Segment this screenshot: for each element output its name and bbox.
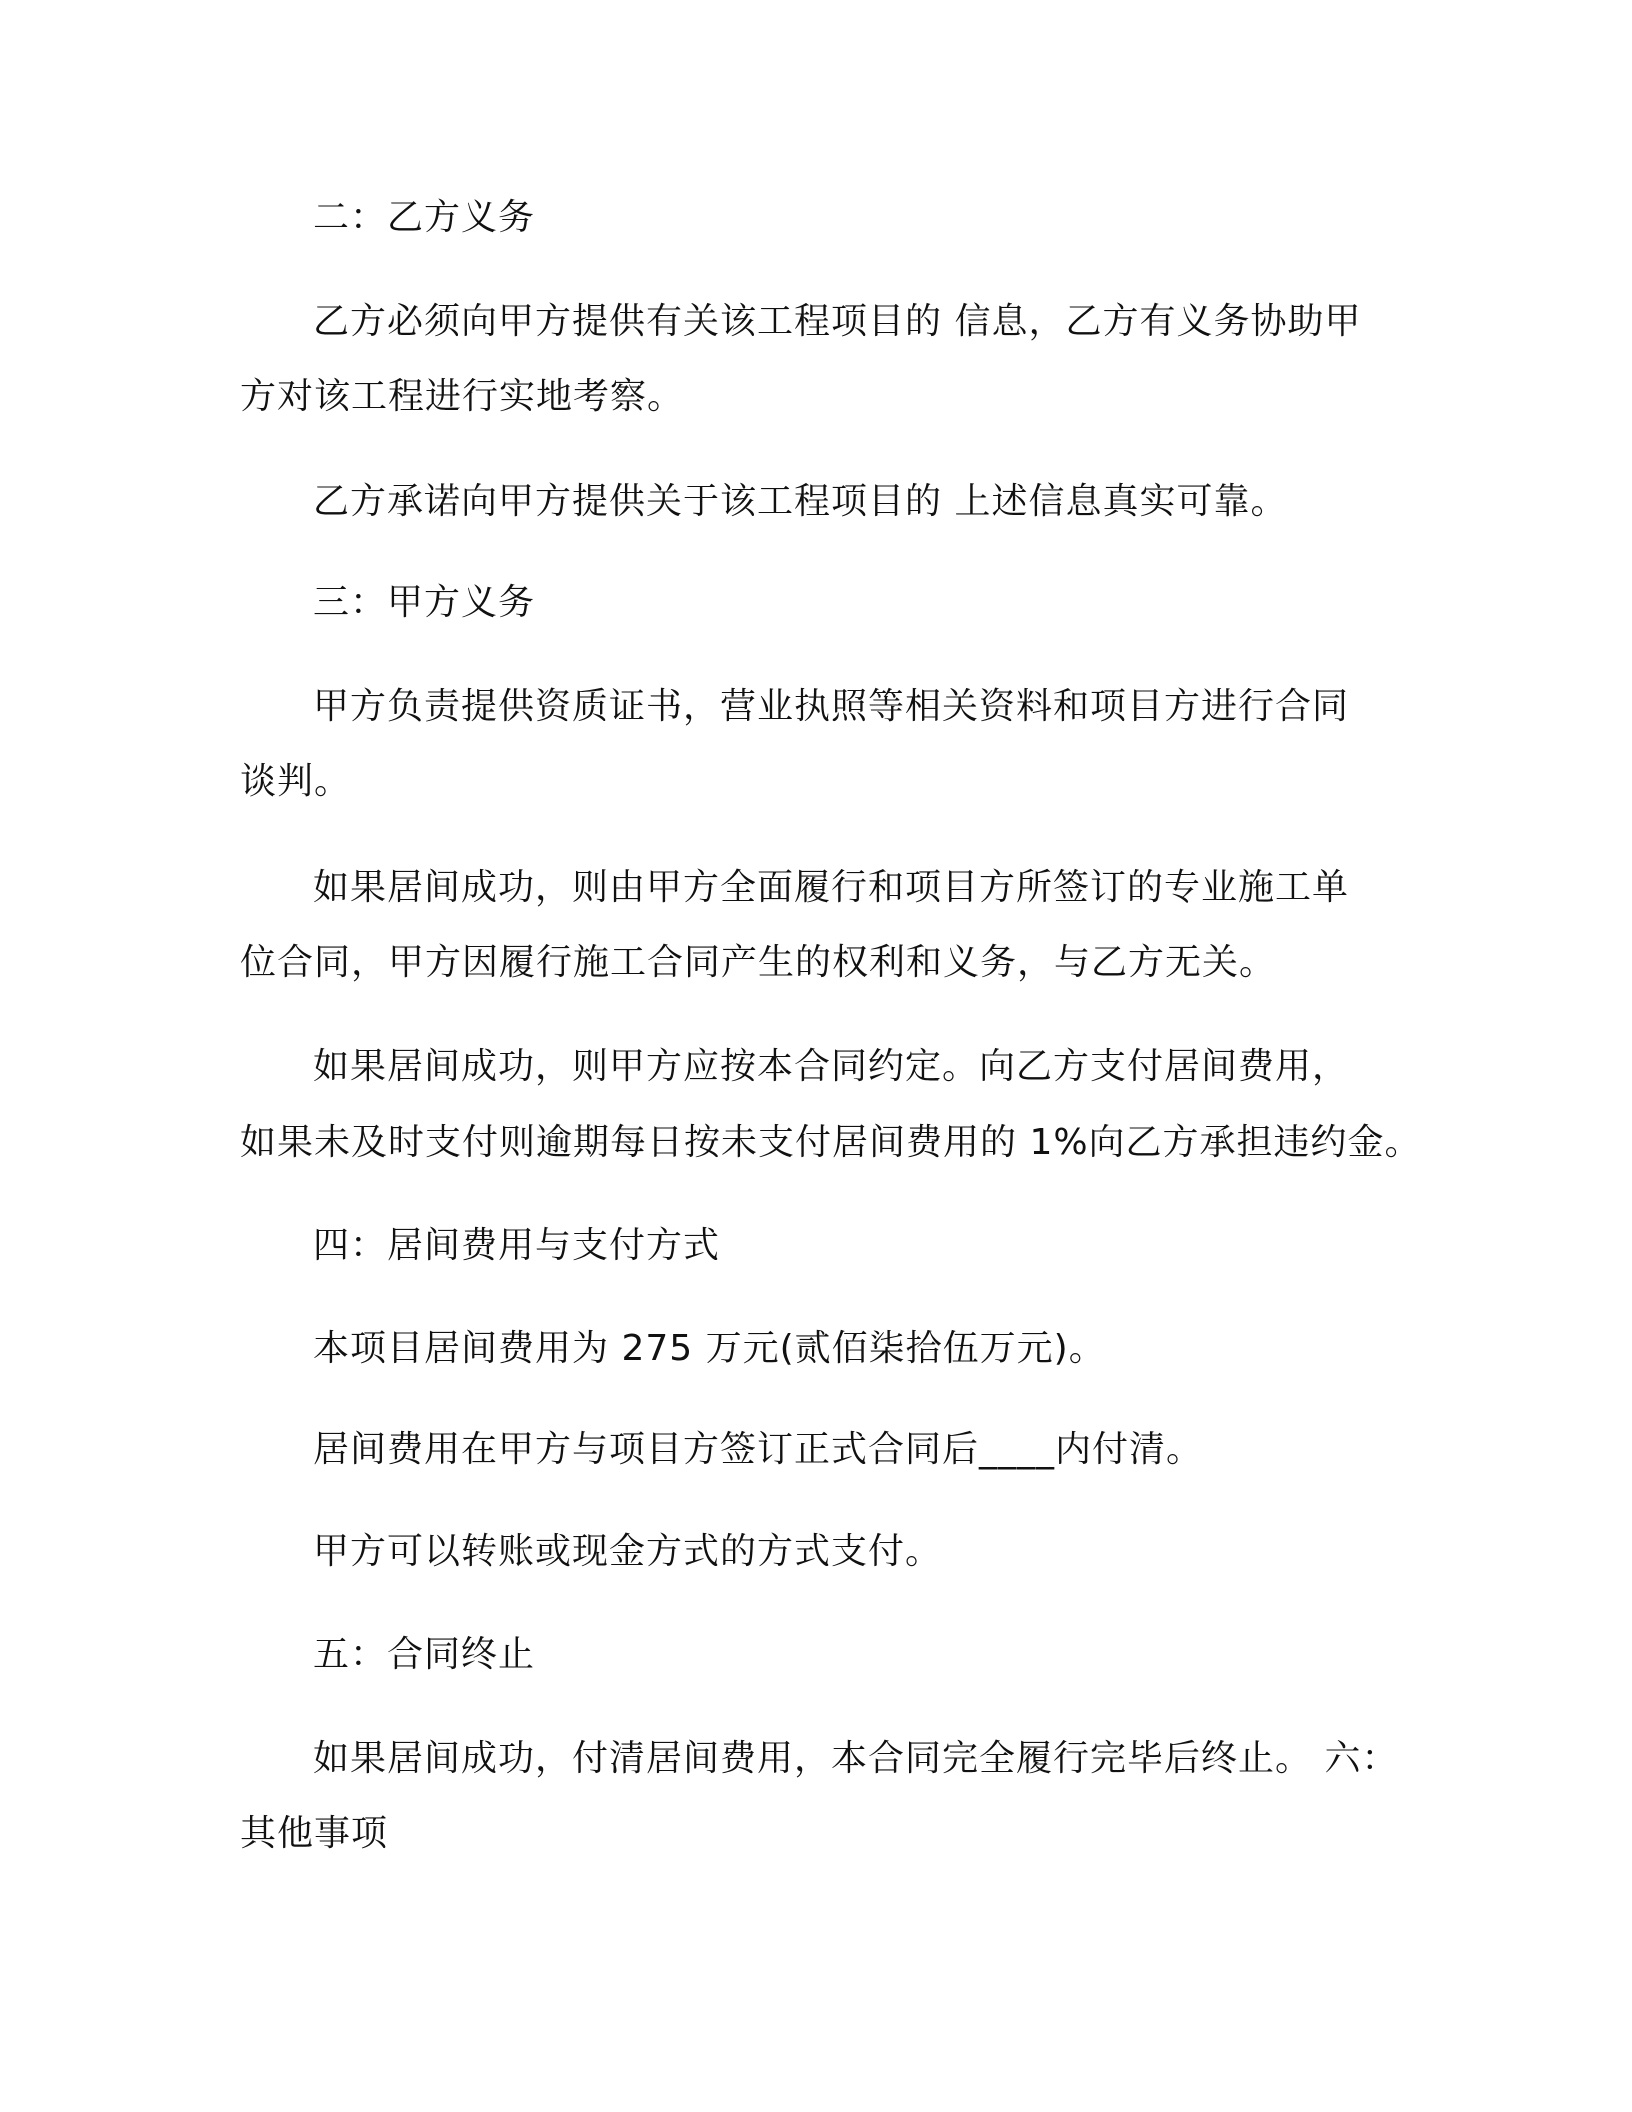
paragraph-line: 方对该工程进行实地考察。 <box>240 376 685 417</box>
paragraph-line: 乙方必须向甲方提供有关该工程项目的 信息，乙方有义务协助甲 <box>313 301 1362 342</box>
paragraph-line: 如果居间成功，则甲方应按本合同约定。向乙方支付居间费用， <box>313 1046 1350 1087</box>
paragraph-line: 甲方可以转账或现金方式的方式支付。 <box>313 1531 943 1572</box>
section-heading-3: 三：甲方义务 <box>313 582 536 623</box>
paragraph-line: 谈判。 <box>240 761 352 802</box>
paragraph-line: 如果居间成功，则由甲方全面履行和项目方所签订的专业施工单 <box>313 867 1350 908</box>
paragraph-line: 如果未及时支付则逾期每日按未支付居间费用的 1%向乙方承担违约金。 <box>240 1122 1422 1163</box>
paragraph-line: 甲方负责提供资质证书，营业执照等相关资料和项目方进行合同 <box>313 686 1350 727</box>
paragraph-line: 如果居间成功，付清居间费用，本合同完全履行完毕后终止。 六： <box>313 1738 1399 1779</box>
paragraph-line: 乙方承诺向甲方提供关于该工程项目的 上述信息真实可靠。 <box>313 481 1288 522</box>
paragraph-line: 本项目居间费用为 275 万元(贰佰柒拾伍万元)。 <box>313 1328 1106 1369</box>
section-heading-4: 四：居间费用与支付方式 <box>313 1225 721 1266</box>
section-heading-5: 五：合同终止 <box>313 1634 536 1675</box>
section-heading-2: 二：乙方义务 <box>313 197 536 238</box>
paragraph-line: 居间费用在甲方与项目方签订正式合同后____内付清。 <box>313 1429 1204 1470</box>
section-heading-6-continued: 其他事项 <box>240 1813 389 1854</box>
paragraph-line: 位合同，甲方因履行施工合同产生的权利和义务，与乙方无关。 <box>240 942 1277 983</box>
